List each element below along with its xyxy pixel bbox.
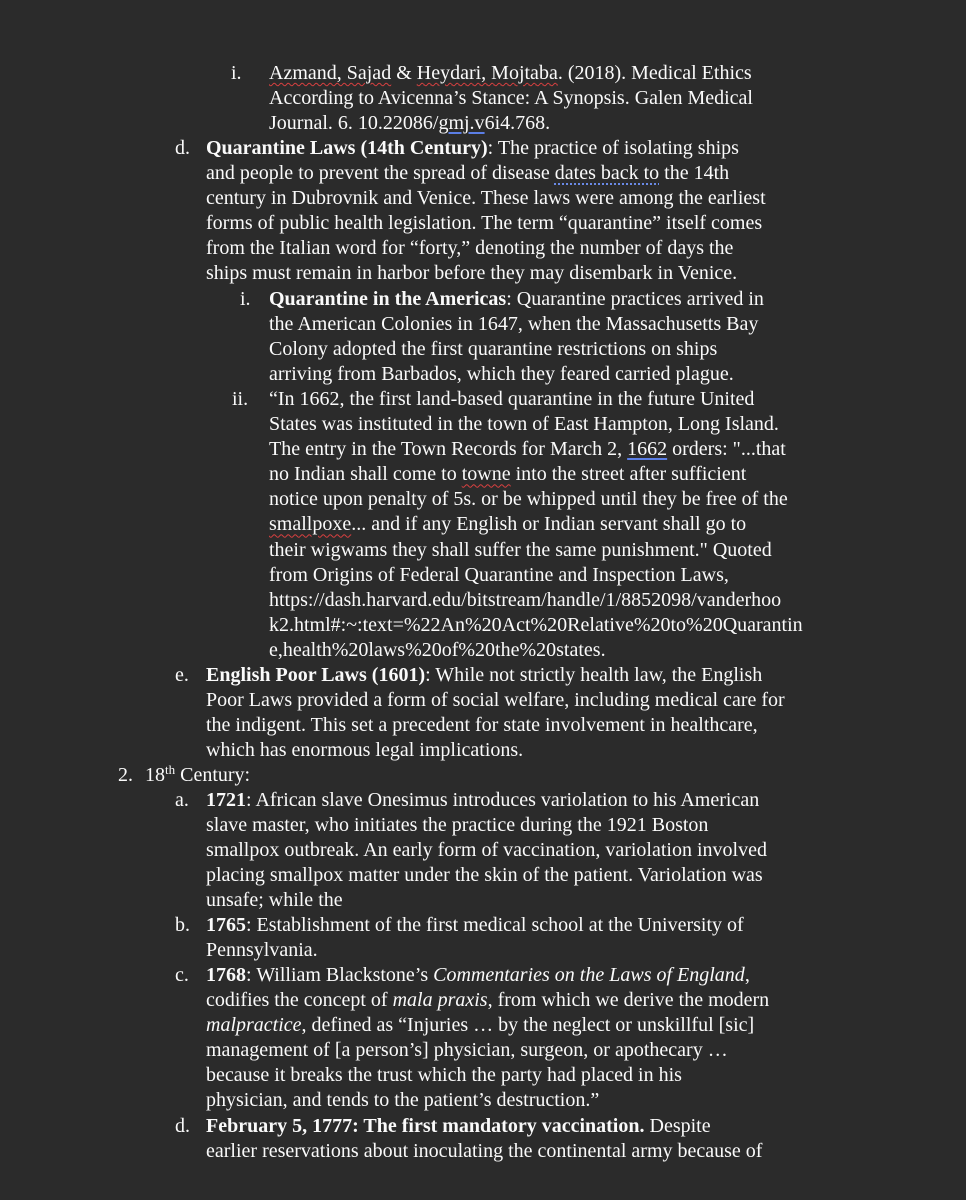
text-line: [269, 387, 803, 412]
text-run: which has enormous legal implications.: [206, 739, 524, 762]
text-run: mala praxis: [392, 989, 488, 1012]
list-item: [175, 663, 785, 763]
text-line: [206, 1038, 769, 1063]
text-line: [269, 588, 803, 613]
text-line: [269, 437, 803, 462]
text-line: [206, 1013, 769, 1038]
text-run: 6i4.768.: [484, 112, 551, 135]
text-run: , from which we derive the modern: [487, 989, 770, 1012]
list-marker: b.: [175, 914, 190, 936]
text-line: [269, 287, 764, 312]
text-run: Commentaries on the Laws of England: [433, 964, 745, 986]
text-line: [206, 738, 785, 763]
text-line: [269, 86, 753, 111]
text-run: from Origins of Federal Quarantine and Inspection Laws,: [269, 563, 729, 586]
text-run: notice upon penalty of 5s. or be whipped until they be free of the: [269, 488, 788, 511]
text-run: Quarantine in the Americas: [269, 288, 507, 310]
list-text: [206, 136, 766, 287]
text-run: Quarantine Laws (14th Century): [206, 137, 488, 159]
list-text: [206, 1114, 762, 1164]
text-run: English Poor Laws (1601): [206, 664, 426, 686]
text-line: [269, 111, 753, 136]
text-line: [206, 963, 769, 988]
text-run: Colony adopted the first quarantine restrictions on ships: [269, 338, 718, 361]
text-line: [206, 1114, 762, 1139]
list-item: [175, 788, 767, 913]
list-item: [175, 1114, 762, 1164]
list-marker: a.: [175, 789, 189, 811]
list-text: [206, 913, 744, 963]
list-marker: i.: [231, 62, 242, 84]
text-line: [269, 462, 803, 487]
text-run: ... and if any English or Indian servant shall go to: [351, 513, 747, 536]
text-run: e,health%20laws%20of%20the%20states.: [269, 638, 606, 661]
text-line: [269, 487, 803, 512]
text-line: [269, 638, 803, 663]
list-marker: c.: [175, 964, 189, 986]
text-run: forms of public health legislation. The term “quarantine” itself comes: [206, 212, 763, 235]
list-item: [231, 61, 753, 136]
text-run: February 5, 1777: The first mandatory vaccination.: [206, 1115, 645, 1137]
text-run: 1765: [206, 914, 246, 936]
text-line: [269, 538, 803, 563]
list-text: [206, 963, 769, 1114]
text-run: smallpox outbreak. An early form of vaccination, variolation involved: [206, 839, 767, 862]
text-line: [206, 136, 766, 161]
text-run: no Indian shall come to: [269, 463, 462, 486]
list-text: [206, 663, 785, 763]
text-run: physician, and tends to the patient’s destruction.”: [206, 1089, 600, 1112]
text-run: , defined as “Injuries … by the neglect or unskillful [sic]: [301, 1014, 755, 1037]
text-run: : Quarantine practices arrived in: [506, 288, 764, 310]
text-run: Poor Laws provided a form of social welfare, including medical care for: [206, 689, 785, 712]
text-run: Pennsylvania.: [206, 939, 318, 962]
text-run: : The practice of isolating ships: [487, 137, 739, 159]
spelling-flag: Heydari, Mojtaba: [416, 62, 558, 84]
text-line: [269, 412, 803, 437]
text-run: Despite: [644, 1115, 711, 1137]
text-run: th: [165, 762, 176, 777]
text-line: [206, 863, 767, 888]
text-line: [206, 236, 766, 261]
spelling-flag: Azmand, Sajad: [269, 62, 392, 84]
text-run: malpractice: [206, 1014, 302, 1037]
text-run: 18: [145, 764, 165, 786]
text-run: According to Avicenna’s Stance: A Synopsis. Galen Medical: [269, 87, 753, 110]
text-line: [206, 938, 744, 963]
list-text: [269, 287, 764, 387]
text-run: gmj.v: [438, 112, 485, 135]
text-line: [206, 211, 766, 236]
text-run: from the Italian word for “forty,” denoting the number of days the: [206, 237, 734, 260]
spelling-flag: smallpoxe: [269, 513, 352, 536]
spelling-flag: towne: [461, 463, 511, 486]
list-marker: d.: [175, 1115, 190, 1137]
text-run: ships must remain in harbor before they may disembark in Venice.: [206, 262, 738, 285]
list-text: [269, 387, 803, 663]
text-line: [269, 337, 764, 362]
text-line: [206, 663, 785, 688]
text-line: [206, 913, 744, 938]
text-run: : William Blackstone’s: [246, 964, 434, 986]
text-run: States was instituted in the town of East Hampton, Long Island.: [269, 413, 779, 436]
text-line: [206, 1139, 762, 1164]
text-run: k2.html#:~:text=%22An%20Act%20Relative%20to%20Quarantin: [269, 613, 803, 636]
text-line: [206, 161, 766, 186]
text-line: [269, 512, 803, 537]
text-line: [145, 763, 250, 788]
list-marker: e.: [175, 664, 189, 686]
text-line: [206, 838, 767, 863]
text-line: [206, 1088, 769, 1113]
list-marker: i.: [240, 288, 251, 310]
text-run: unsafe; while the: [206, 889, 343, 912]
text-run: : While not strictly health law, the English: [425, 664, 763, 686]
text-line: [206, 1063, 769, 1088]
text-run: Journal. 6. 10.22086/: [269, 112, 439, 135]
list-marker: d.: [175, 137, 190, 159]
list-text: [269, 61, 753, 136]
text-line: [269, 563, 803, 588]
text-run: The entry in the Town Records for March 2,: [269, 438, 628, 461]
list-marker: 2.: [118, 764, 133, 786]
text-run: century in Dubrovnik and Venice. These laws were among the earliest: [206, 187, 766, 210]
text-run: 1662: [627, 438, 668, 461]
text-run: because it breaks the trust which the party had placed in his: [206, 1064, 682, 1087]
text-line: [206, 186, 766, 211]
list-marker: ii.: [232, 388, 249, 410]
text-run: . (2018). Medical Ethics: [557, 62, 752, 84]
list-item: [175, 913, 744, 963]
text-run: the 14th: [659, 162, 730, 185]
list-item: [175, 963, 769, 1114]
text-run: slave master, who initiates the practice during the 1921 Boston: [206, 814, 709, 837]
text-line: [206, 788, 767, 813]
text-line: [269, 613, 803, 638]
text-run: earlier reservations about inoculating the continental army because of: [206, 1140, 763, 1163]
text-run: ,: [744, 964, 750, 986]
text-line: [206, 888, 767, 913]
list-item: [240, 287, 764, 387]
text-run: &: [391, 62, 417, 84]
text-run: : African slave Onesimus introduces variolation to his American: [246, 789, 760, 811]
text-run: the indigent. This set a precedent for state involvement in healthcare,: [206, 714, 758, 737]
section-heading: [145, 763, 250, 788]
text-run: https://dash.harvard.edu/bitstream/handle/1/8852098/vanderhoo: [269, 588, 782, 611]
text-run: into the street after sufficient: [510, 463, 747, 486]
text-run: : Establishment of the first medical school at the University of: [246, 914, 744, 936]
text-run: codifies the concept of: [206, 989, 393, 1012]
text-run: 1721: [206, 789, 246, 811]
text-run: the American Colonies in 1647, when the Massachusetts Bay: [269, 313, 759, 336]
text-run: orders: "...that: [667, 438, 786, 461]
list-item: [118, 763, 250, 788]
text-line: [269, 61, 753, 86]
text-line: [269, 312, 764, 337]
text-line: [206, 813, 767, 838]
text-line: [206, 988, 769, 1013]
text-run: management of [a person’s] physician, surgeon, or apothecary …: [206, 1039, 728, 1062]
text-line: [206, 261, 766, 286]
text-run: Century:: [175, 764, 251, 786]
text-run: and people to prevent the spread of disease: [206, 162, 555, 185]
text-run: their wigwams they shall suffer the same punishment." Quoted: [269, 538, 772, 561]
text-run: placing smallpox matter under the skin of the patient. Variolation was: [206, 864, 763, 887]
text-run: “In 1662, the first land-based quarantine in the future United: [269, 388, 755, 410]
text-line: [269, 362, 764, 387]
text-line: [206, 713, 785, 738]
text-run: arriving from Barbados, which they feared carried plague.: [269, 363, 734, 386]
text-run: 1768: [206, 964, 246, 986]
grammar-flag: dates back to: [554, 162, 660, 185]
text-line: [206, 688, 785, 713]
list-item: [232, 387, 803, 663]
list-text: [206, 788, 767, 913]
list-item: [175, 136, 766, 287]
